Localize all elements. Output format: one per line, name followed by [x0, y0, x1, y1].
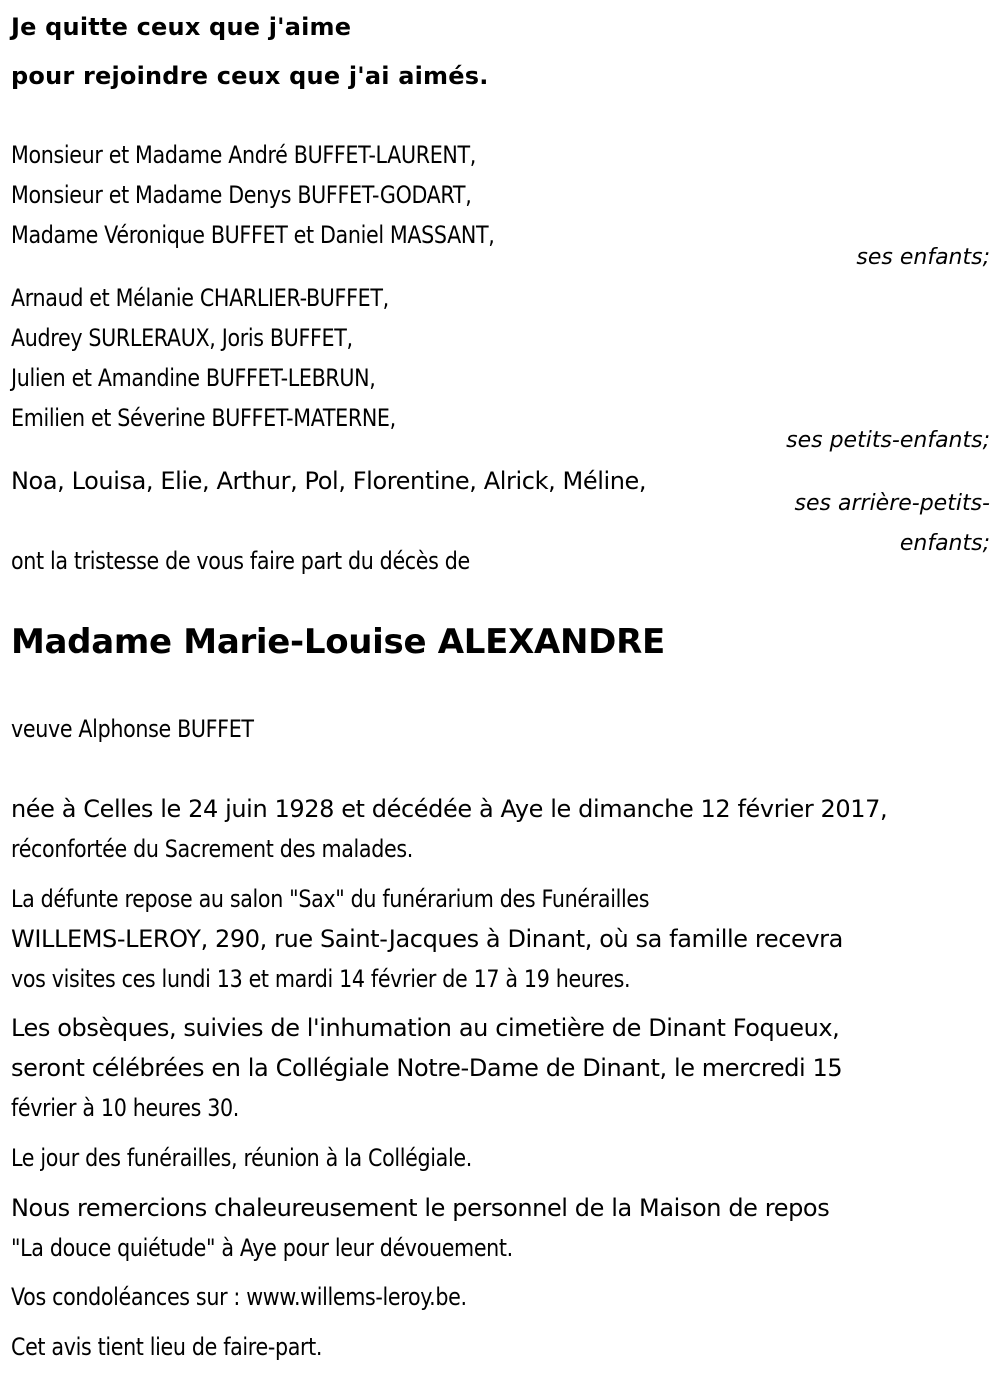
- faire-part-line: Cet avis tient lieu de faire-part.: [11, 1333, 323, 1361]
- great-grandchildren-role-line-2: enfants;: [899, 531, 990, 556]
- visitation-line: WILLEMS-LEROY, 290, rue Saint-Jacques à Dinant, où sa famille recevra: [11, 925, 843, 953]
- condolences-line: Vos condoléances sur : www.willems-leroy.be.: [11, 1283, 467, 1311]
- birth-death-line: réconfortée du Sacrement des malades.: [11, 835, 413, 863]
- visitation-line: vos visites ces lundi 13 et mardi 14 février de 17 à 19 heures.: [11, 965, 631, 993]
- great-grandchildren-names: Noa, Louisa, Elie, Arthur, Pol, Florentine, Alrick, Méline,: [11, 467, 647, 495]
- great-grandchildren-role-line-1: ses arrière-petits-: [794, 491, 990, 516]
- funeral-line: février à 10 heures 30.: [11, 1094, 240, 1122]
- widow-of: veuve Alphonse BUFFET: [11, 715, 254, 743]
- grandchildren-role: ses petits-enfants;: [786, 428, 990, 453]
- children-role: ses enfants;: [856, 245, 990, 270]
- grandchild-name: Arnaud et Mélanie CHARLIER-BUFFET,: [11, 284, 389, 312]
- visitation-line: La défunte repose au salon "Sax" du funérarium des Funérailles: [11, 885, 650, 913]
- grandchild-name: Audrey SURLERAUX, Joris BUFFET,: [11, 324, 353, 352]
- birth-death-line: née à Celles le 24 juin 1928 et décédée à Aye le dimanche 12 février 2017,: [11, 795, 888, 823]
- funeral-line: seront célébrées en la Collégiale Notre-Dame de Dinant, le mercredi 15: [11, 1054, 843, 1082]
- thanks-line: Nous remercions chaleureusement le personnel de la Maison de repos: [11, 1194, 830, 1222]
- child-name: Monsieur et Madame André BUFFET-LAURENT,: [11, 141, 477, 169]
- motto-line-2: pour rejoindre ceux que j'ai aimés.: [11, 62, 489, 90]
- grandchild-name: Emilien et Séverine BUFFET-MATERNE,: [11, 404, 396, 432]
- funeral-line: Les obsèques, suivies de l'inhumation au cimetière de Dinant Foqueux,: [11, 1014, 840, 1042]
- thanks-line: "La douce quiétude" à Aye pour leur dévouement.: [11, 1234, 513, 1262]
- deceased-name: Madame Marie-Louise ALEXANDRE: [11, 622, 665, 662]
- child-name: Monsieur et Madame Denys BUFFET-GODART,: [11, 181, 472, 209]
- grandchild-name: Julien et Amandine BUFFET-LEBRUN,: [11, 364, 376, 392]
- motto-line-1: Je quitte ceux que j'aime: [11, 13, 352, 41]
- meeting-line: Le jour des funérailles, réunion à la Collégiale.: [11, 1144, 472, 1172]
- announcement: ont la tristesse de vous faire part du décès de: [11, 547, 470, 575]
- child-name: Madame Véronique BUFFET et Daniel MASSANT,: [11, 221, 495, 249]
